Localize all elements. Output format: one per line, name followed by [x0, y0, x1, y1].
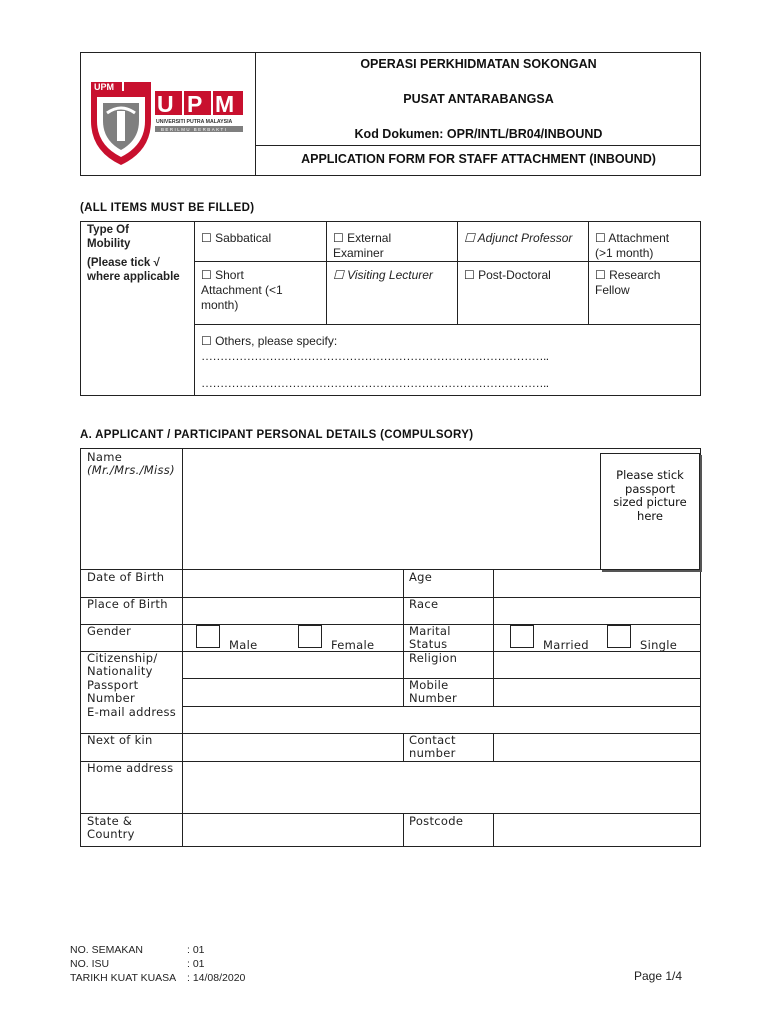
- option-attachment-label: (>1 month): [595, 246, 654, 260]
- age-label: Age: [409, 570, 433, 584]
- option-others[interactable]: ☐ Others, please specify:: [201, 334, 338, 348]
- footer-key: TARIKH KUAT KUASA: [70, 972, 177, 984]
- name-field[interactable]: [183, 450, 599, 568]
- pob-field[interactable]: [183, 598, 402, 623]
- female-checkbox[interactable]: [298, 625, 322, 648]
- marital-status-label: Status: [409, 637, 448, 651]
- svg-text:U: U: [157, 91, 174, 117]
- dob-label: Date of Birth: [87, 570, 165, 584]
- mobile-field[interactable]: [494, 679, 700, 705]
- svg-text:UNIVERSITI PUTRA MALAYSIA: UNIVERSITI PUTRA MALAYSIA: [156, 119, 233, 125]
- grid-line: [403, 569, 404, 707]
- svg-text:M: M: [215, 91, 235, 117]
- single-label: Single: [640, 638, 678, 652]
- footer-keys: [70, 943, 176, 985]
- mobility-instruction: where applicable: [87, 271, 180, 283]
- option-visiting-lecturer[interactable]: ☐ Visiting Lecturer: [333, 268, 433, 282]
- email-field[interactable]: [183, 707, 700, 732]
- citizenship-label: Nationality: [87, 664, 153, 678]
- contact-number-label: number: [409, 746, 456, 760]
- svg-text:UPM: UPM: [94, 82, 114, 92]
- header-unit: PUSAT ANTARABANGSA: [403, 92, 554, 106]
- email-label: E-mail address: [87, 705, 177, 719]
- header-document-code: Kod Dokumen: OPR/INTL/BR04/INBOUND: [354, 127, 603, 141]
- mobility-instruction: (Please tick √: [87, 257, 160, 269]
- header-divider: [256, 145, 701, 146]
- option-external-examiner[interactable]: ☐ External: [333, 231, 392, 245]
- postcode-label: Postcode: [409, 814, 464, 828]
- postcode-field[interactable]: [494, 814, 700, 845]
- document-header: [80, 52, 701, 176]
- state-country-label: State &: [87, 814, 133, 828]
- others-specify-line[interactable]: ………………………………………………………………………………..: [201, 349, 549, 363]
- footer-value: : 01: [187, 944, 205, 956]
- married-label: Married: [543, 638, 589, 652]
- dob-field[interactable]: [183, 570, 402, 596]
- state-country-field[interactable]: [183, 814, 402, 845]
- race-field[interactable]: [494, 598, 700, 623]
- header-department: OPERASI PERKHIDMATAN SOKONGAN: [360, 57, 597, 71]
- race-label: Race: [409, 597, 439, 611]
- option-short-attachment-label: Attachment (<1: [201, 283, 283, 297]
- footer-key: NO. ISU: [70, 958, 110, 970]
- grid-line: [194, 261, 701, 262]
- female-label: Female: [331, 638, 375, 652]
- religion-field[interactable]: [494, 652, 700, 678]
- option-research-fellow[interactable]: ☐ Research: [595, 268, 661, 282]
- mobile-label: Number: [409, 691, 457, 705]
- home-address-field[interactable]: [183, 762, 700, 812]
- photo-instruction-line: Please stick: [616, 468, 684, 482]
- male-checkbox[interactable]: [196, 625, 220, 648]
- grid-line: [194, 222, 195, 395]
- grid-line: [194, 324, 701, 325]
- option-post-doctoral[interactable]: ☐ Post-Doctoral: [464, 268, 551, 282]
- footer-value: : 14/08/2020: [187, 972, 246, 984]
- option-adjunct-professor[interactable]: ☐ Adjunct Professor: [464, 231, 573, 245]
- religion-label: Religion: [409, 651, 458, 665]
- gender-label: Gender: [87, 624, 132, 638]
- single-checkbox[interactable]: [607, 625, 631, 648]
- mobility-table: [80, 221, 701, 396]
- mobility-label: Mobility: [87, 238, 131, 250]
- photo-instruction-line: passport: [625, 481, 675, 496]
- others-specify-line[interactable]: ………………………………………………………………………………..: [201, 376, 549, 390]
- male-label: Male: [229, 638, 258, 652]
- passport-label: Passport: [87, 678, 139, 692]
- next-of-kin-field[interactable]: [183, 734, 402, 760]
- married-checkbox[interactable]: [510, 625, 534, 648]
- svg-text:BERILMU BERBAKTI: BERILMU BERBAKTI: [161, 127, 228, 132]
- next-of-kin-label: Next of kin: [87, 733, 153, 747]
- photo-instruction: [601, 469, 699, 523]
- svg-text:P: P: [187, 91, 203, 117]
- section-a-title: A. APPLICANT / PARTICIPANT PERSONAL DETAILS (COMPULSORY): [80, 429, 474, 441]
- grid-line: [403, 813, 404, 846]
- grid-line: [326, 222, 327, 324]
- contact-number-field[interactable]: [494, 734, 700, 760]
- fill-all-note: (ALL ITEMS MUST BE FILLED): [80, 202, 255, 214]
- option-external-examiner-label: Examiner: [333, 246, 384, 260]
- passport-field[interactable]: [183, 679, 402, 705]
- grid-line: [403, 733, 404, 762]
- mobility-label: Type Of: [87, 224, 129, 236]
- state-country-label: Country: [87, 827, 135, 841]
- passport-label: Number: [87, 691, 135, 705]
- grid-line: [588, 222, 589, 324]
- passport-photo-box[interactable]: [600, 453, 700, 570]
- footer-key: NO. SEMAKAN: [70, 944, 143, 956]
- option-research-fellow-label: Fellow: [595, 283, 630, 297]
- citizenship-field[interactable]: [183, 652, 402, 678]
- home-address-label: Home address: [87, 761, 174, 775]
- name-label: Name: [87, 450, 123, 464]
- name-title-label: (Mr./Mrs./Miss): [87, 463, 175, 477]
- age-field[interactable]: [494, 570, 700, 596]
- option-short-attachment[interactable]: ☐ Short: [201, 268, 244, 282]
- option-attachment[interactable]: ☐ Attachment: [595, 231, 670, 245]
- photo-instruction-line: here: [637, 508, 663, 523]
- option-sabbatical[interactable]: ☐ Sabbatical: [201, 231, 272, 245]
- marital-status-label: Marital: [409, 624, 451, 638]
- page-number: Page 1/4: [634, 969, 683, 983]
- pob-label: Place of Birth: [87, 597, 168, 611]
- citizenship-label: Citizenship/: [87, 651, 158, 665]
- mobile-label: Mobile: [409, 678, 449, 692]
- upm-logo-graphic: [81, 53, 256, 176]
- photo-instruction-line: sized picture: [613, 495, 687, 509]
- form-title: APPLICATION FORM FOR STAFF ATTACHMENT (INBOUND): [301, 152, 656, 166]
- upm-logo: [81, 53, 256, 176]
- footer-value: : 01: [187, 958, 205, 970]
- option-short-attachment-label: month): [201, 298, 239, 312]
- footer-values: [187, 943, 245, 985]
- grid-line: [457, 222, 458, 324]
- contact-number-label: Contact: [409, 733, 456, 747]
